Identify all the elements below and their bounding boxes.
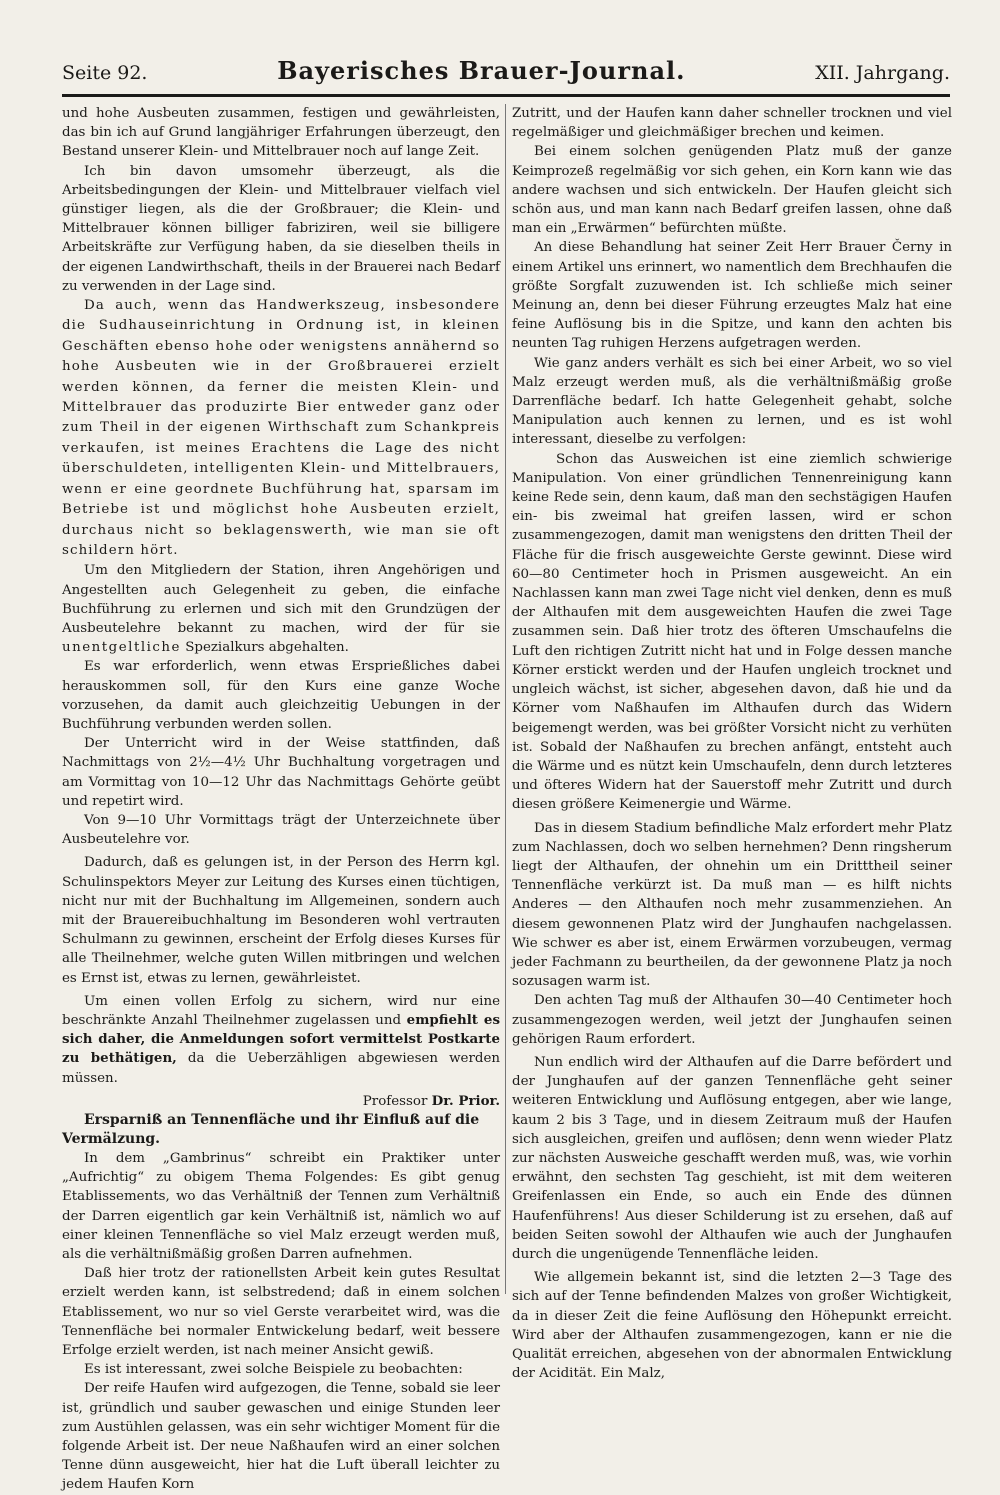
paragraph: Ich bin davon umsomehr überzeugt, als die Arbeitsbedingungen der Klein- und Mittelbrauer vielfach viel günstiger liegen, als die der Großbrauer; die Klein- und Mittelbrauer können billiger fabriziren, weil sie billigere Arbeitskräfte zur Verfügung haben, da sie dieselben theils in der eigenen Landwirthschaft, theils in der Brauerei nach Bedarf zu verwenden in der Lage sind. [62,163,500,294]
paragraph: Daß hier trotz der rationellsten Arbeit kein gutes Resultat erzielt werden kann, ist selbstredend; daß in einem solchen Etablissement, wo nur so viel Gerste verarbeitet wird, was die Tennenfläche bei normaler Entwickelung bedarf, weit bessere Erfolge erzielt werden, ist nach meiner Ansicht gewiß. [62,1266,500,1359]
paragraph: Den achten Tag muß der Althaufen 30—40 Centimeter hoch zusammengezogen werden, weil jetzt der Junghaufen seinen gehörigen Raum erfordert. [512,993,952,1047]
paragraph: Der Unterricht wird in der Weise stattfinden, daß Nachmittags von 2½—4½ Uhr Buchhaltung vorgetragen und am Vormittag von 10—12 Uhr das Nachmittags Gehörte geübt und repetirt wird. [62,736,500,809]
paragraph: Schon das Ausweichen ist eine ziemlich schwierige Manipulation. Von einer gründlichen Tennenreinigung kann keine Rede sein, denn kaum, daß man den sechstägigen Haufen ein- bis zweimal hat greifen lassen, wird er schon zusammengezogen, damit man wenigstens den dritten Theil der Fläche für die frisch ausgeweichte Gerste gewinnt. Diese wird 60—80 Centimeter hoch in Prismen ausgeweicht. An ein Nachlassen kann man zwei Tage nicht viel denken, denn es muß der Althaufen mit dem ausgeweichten Haufen die zwei Tage zusammen sein. Daß hier trotz des öfteren Umschaufelns die Luft den richtigen Zutritt nicht hat und in Folge dessen manche Körner erstickt werden und der Haufen ungleich trocknet und ungleich wächst, ist sicher, abgesehen davon, daß hie und da Körner vom Naßhaufen im Althaufen durch das Widern beigemengt werden, was bei größter Vorsicht nicht zu verhüten ist. Sobald der Naßhaufen zu brechen anfängt, entsteht auch die Wärme und es nützt kein Umschaufeln, denn durch letzteres und öfteres Widern hat der Sauerstoff mehr Zutritt und durch diesen größere Keimenergie und Wärme. [512,451,952,813]
paragraph: Dadurch, daß es gelungen ist, in der Person des Herrn kgl. Schulinspektors Meyer zur Leitung des Kurses einen tüchtigen, nicht nur mit der Buchhaltung im Allgemeinen, sondern auch mit der Brauereibuchhaltung im Besonderen wohl vertrauten Schulmann zu gewinnen, erscheint der Erfolg dieses Kurses für alle Theilnehmer, welche guten Willen mitbringen und welchen es Ernst ist, etwas zu lernen, gewährleistet. [62,855,500,986]
paragraph: Es ist interessant, zwei solche Beispiele zu beobachten: [84,1362,463,1378]
left-column [62,104,500,1493]
paragraph [62,561,500,657]
bold-text: empfiehlt es sich daher, die Anmeldungen sofort vermittelst Postkarte zu bethätigen, [62,1011,500,1067]
text-run: Um den Mitgliedern der Station, ihren Angehörigen und Angestellten auch Gelegenheit zu geben, die einfache Buchführung zu erlernen und sich mit den Grundzügen der Ausbeutelehre bekannt zu machen, wird der für sie [62,563,500,636]
text-run: Um einen vollen Erfolg zu sichern, wird nur eine beschränkte Anzahl Theilnehmer zugelassen und [62,993,500,1028]
signature-title: Professor [362,1093,432,1109]
text-run: da die Ueberzähligen abgewiesen werden müssen. [62,1051,500,1086]
paragraph: Bei einem solchen genügenden Platz muß der ganze Keimprozeß regelmäßig vor sich gehen, ein Korn kann wie das andere wachsen und sich entwickeln. Der Haufen gleicht sich schön aus, und man kann nach Bedarf greifen lassen, ohne daß man ein „Erwärmen“ befürchten müßte. [512,144,952,237]
column-divider [505,104,506,1294]
page-number: Seite 92. [62,62,148,84]
paragraph: Zutritt, und der Haufen kann daher schneller trocknen und viel regelmäßiger und gleichmäßiger brechen und keimen. [512,106,952,141]
paragraph: Da auch, wenn das Handwerkszeug, insbesondere die Sudhauseinrichtung in Ordnung ist, in kleinen Geschäften ebenso hohe oder wenigstens annähernd so hohe Ausbeuten wie in der Großbrauerei erzielt werden können, da ferner die meisten Klein- und Mittelbrauer das produzirte Bier entweder ganz oder zum Theil in der eigenen Wirthschaft zum Schankpreis verkaufen, ist meines Erachtens die Lage des nicht überschuldeten, intelligenten Klein- und Mittelbrauers, wenn er eine geordnete Buchführung hat, sparsam im Betriebe ist und möglichst hohe Ausbeuten erzielt, durchaus nicht so beklagenswerth, wie man sie oft schildern hört. [62,298,500,558]
page-header [62,56,950,92]
right-column [512,104,952,1382]
paragraph: Wie ganz anders verhält es sich bei einer Arbeit, wo so viel Malz erzeugt werden muß, als die verhältnißmäßig große Darrenfläche bedarf. Ich hatte Gelegenheit gehabt, solche Manipulation auch kennen zu lernen, und es ist wohl interessant, dieselbe zu verfolgen: [512,355,952,448]
paragraph: Von 9—10 Uhr Vormittags trägt der Unterzeichnete über Ausbeutelehre vor. [62,812,500,848]
paragraph [62,992,500,1088]
signature-name: Dr. Prior. [431,1092,500,1109]
journal-title: Bayerisches Brauer-Journal. [277,56,686,85]
emphasis-text: unentgeltliche [62,640,181,656]
paragraph: Das in diesem Stadium befindliche Malz erfordert mehr Platz zum Nachlassen, doch wo selben hernehmen? Denn ringsherum liegt der Althaufen, der ohnehin um ein Dritttheil seiner Tennenfläche verkürzt ist. Da muß man — es hilft nichts Anderes — den Althaufen noch mehr zusammenziehen. An diesem gewonnenen Platz wird der Junghaufen nachgelassen. Wie schwer es aber ist, einem Erwärmen vorzubeugen, vermag jeder Fachmann zu beurtheilen, da der gewonnene Platz ja noch sozusagen warm ist. [512,820,952,990]
volume-label: XII. Jahrgang. [815,62,950,84]
paragraph: Wie allgemein bekannt ist, sind die letzten 2—3 Tage des sich auf der Tenne befindenden Malzes von großer Wichtigkeit, da in dieser Zeit die feine Auflösung den Höhepunkt erreicht. Wird aber der Althaufen zusammengezogen, kann er nie die Qualität erreichen, abgesehen von der abnormalen Entwicklung der Acidität. Ein Malz, [512,1270,952,1382]
paragraph: Der reife Haufen wird aufgezogen, die Tenne, sobald sie leer ist, gründlich und sauber gewaschen und einige Stunden leer zum Austühlen gelassen, was ein sehr wichtiger Moment für die folgende Arbeit ist. Der neue Naßhaufen wird an einer solchen Tenne dünn ausgeweicht, hier hat die Luft überall leichter zu jedem Haufen Korn [62,1381,500,1493]
paragraph: In dem „Gambrinus“ schreibt ein Praktiker unter „Aufrichtig“ zu obigem Thema Folgendes: Es gibt genug Etablissements, wo das Verhältniß der Tennen zum Verhältniß der Darren eigentlich gar kein Verhältniß ist, nämlich wo auf einer kleinen Tennenfläche so viel Malz erzeugt werden muß, als die verhältnißmäßig großen Darren aufnehmen. [62,1151,500,1263]
paragraph: und hohe Ausbeuten zusammen, festigen und gewährleisten, das bin ich auf Grund langjähriger Erfahrungen überzeugt, den Bestand unserer Klein- und Mittelbrauer noch auf lange Zeit. [62,106,500,160]
text-run: Spezialkurs abgehalten. [180,640,349,656]
author-signature [62,1092,500,1111]
paragraph: Nun endlich wird der Althaufen auf die Darre befördert und der Junghaufen auf der ganzen Tennenfläche geht seiner weiteren Entwicklung und Auflösung entgegen, aber wie lange, kaum 2 bis 3 Tage, und in diesem Zeitraum muß der Haufen sich ausgleichen, greifen und auflösen; denn wenn wieder Platz zur nächsten Ausweiche geschafft werden muß, was, wie vorhin erwähnt, den sechsten Tag geschieht, ist mit dem weiteren Greifenlassen ein Ende, so auch ein Ende des dünnen Haufenführens! Aus dieser Schilderung ist zu ersehen, daß auf beiden Seiten sowohl der Althaufen wie auch der Junghaufen durch die ungenügende Tennenfläche leiden. [512,1054,952,1262]
section-title: Ersparniß an Tennenfläche und ihr Einfluß auf die Vermälzung. [62,1112,480,1147]
header-rule [62,94,950,97]
paragraph: An diese Behandlung hat seiner Zeit Herr Brauer Černy in einem Artikel uns erinnert, wo namentlich dem Brechhaufen die größte Sorgfalt zuzuwenden ist. Ich schließe mich seiner Meinung an, denn bei dieser Führung erzeugtes Malz hat eine feine Auflösung bis in die Spitze, und kann den achten bis neunten Tag ruhigen Herzens aufgetragen werden. [512,240,952,352]
paragraph: Es war erforderlich, wenn etwas Ersprießliches dabei herauskommen soll, für den Kurs eine ganze Woche vorzusehen, da damit auch gleichzeitig Uebungen in der Buchführung verbunden werden sollen. [62,659,500,732]
